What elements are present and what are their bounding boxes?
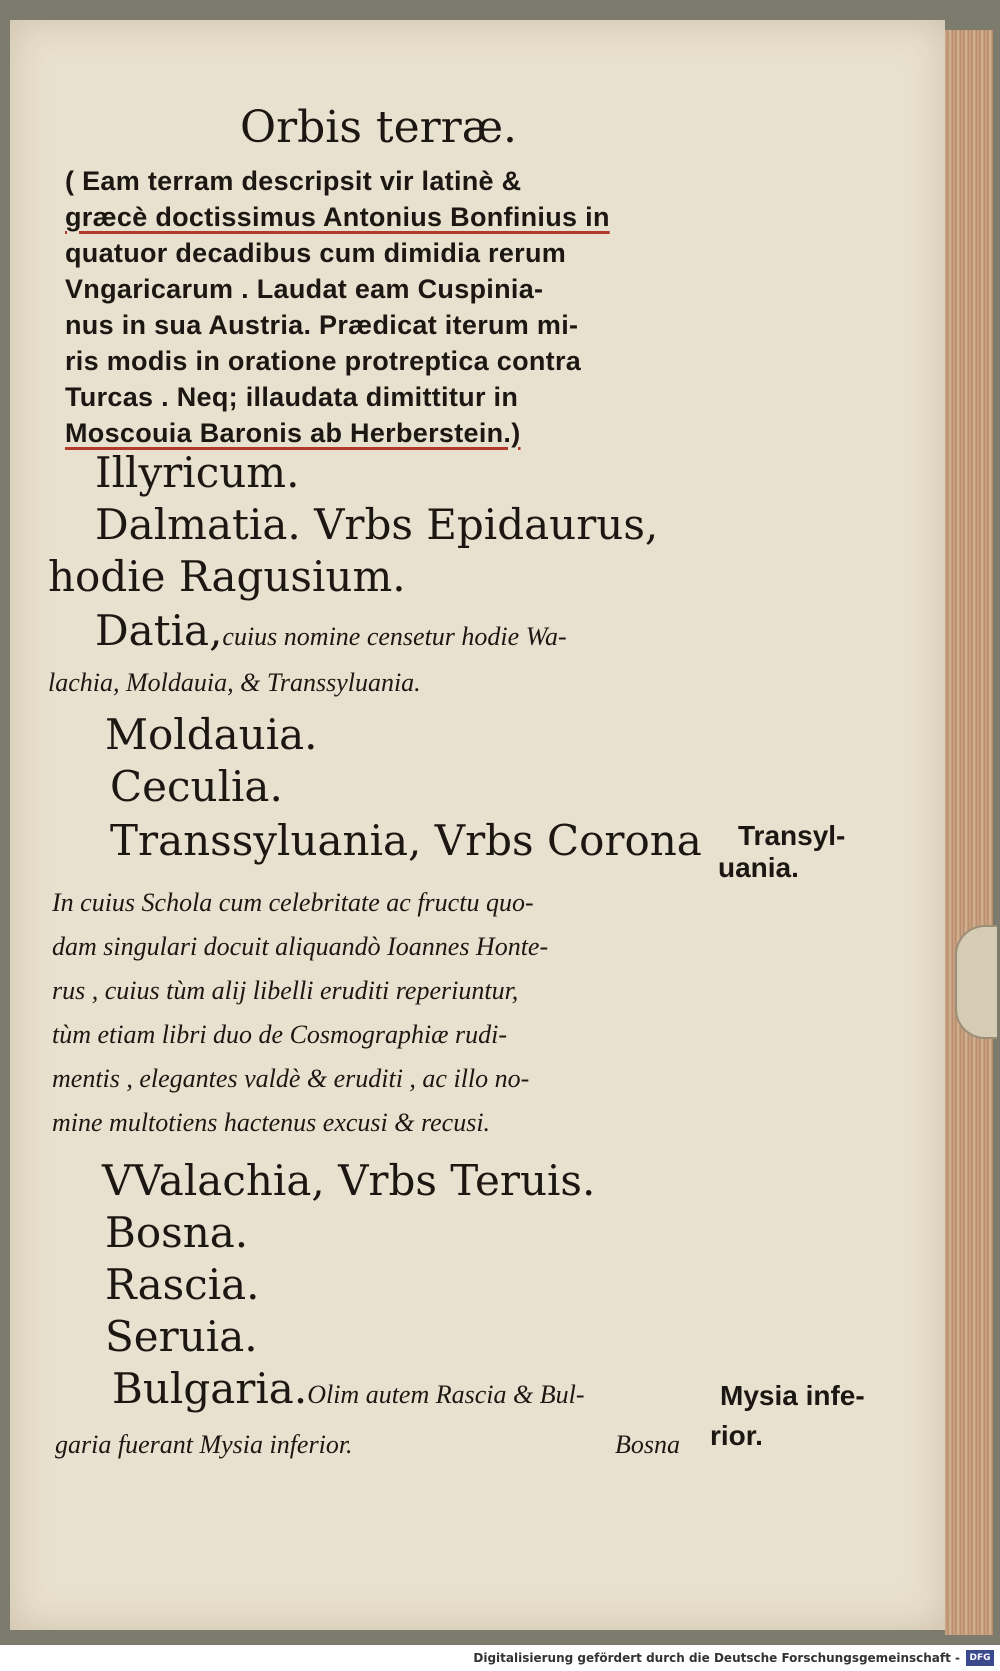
intro-line: ris modis in oratione protreptica contra (65, 346, 582, 376)
entry-illyricum: Illyricum. (95, 448, 300, 497)
intro-line: quatuor decadibus cum dimidia rerum (65, 238, 567, 268)
page-tab (955, 925, 997, 1039)
margin-note-transsyl-cont: uania. (718, 852, 799, 883)
intro-line: græcè doctissimus Antonius Bonfinius in (65, 202, 610, 232)
bulgaria-head: Bulgaria. (112, 1364, 308, 1413)
entry-datia (95, 606, 567, 655)
entry-bosna: Bosna. (105, 1208, 249, 1257)
page-title: Orbis terræ. (240, 102, 518, 153)
intro-line: ( Eam terram descripsit vir latinè & (65, 166, 522, 196)
corona-line: rus , cuius tùm alij libelli eruditi reperiuntur, (52, 976, 519, 1005)
entry-bulgaria (112, 1364, 584, 1413)
intro-line: Vngaricarum . Laudat eam Cuspinia- (65, 274, 544, 304)
footer-bar (0, 1647, 1000, 1671)
datia-text-cont: lachia, Moldauia, & Transsyluania. (48, 668, 421, 697)
entry-transsyluania: Transsyluania, Vrbs Corona (110, 816, 702, 865)
bulgaria-text: Olim autem Rascia & Bul- (307, 1380, 585, 1409)
corona-line: mine multotiens hactenus excusi & recusi. (52, 1108, 491, 1137)
page-edge (945, 30, 993, 1635)
entry-dalmatia: Dalmatia. Vrbs Epidaurus, (95, 500, 659, 549)
margin-note-transsyl: Transyl- (738, 820, 846, 851)
entry-seruia: Seruia. (105, 1312, 258, 1361)
entry-ceculia: Ceculia. (110, 762, 283, 811)
datia-text: cuius nomine censetur hodie Wa- (222, 622, 567, 651)
datia-head: Datia, (95, 606, 223, 655)
corona-line: mentis , elegantes valdè & eruditi , ac illo no- (52, 1064, 530, 1093)
margin-note-mysia: Mysia infe- (720, 1380, 865, 1411)
intro-line: Turcas . Neq; illaudata dimittitur in (65, 382, 519, 412)
entry-wvalachia: VValachia, Vrbs Teruis. (102, 1156, 596, 1205)
dfg-logo: DFG (966, 1650, 994, 1666)
bosna-inline: Bosna (615, 1430, 680, 1459)
entry-rascia: Rascia. (105, 1260, 260, 1309)
corona-line: tùm etiam libri duo de Cosmographiæ rudi- (52, 1020, 508, 1049)
corona-line: In cuius Schola cum celebritate ac fructu quo- (52, 888, 534, 917)
bulgaria-text-cont: garia fuerant Mysia inferior. (55, 1430, 353, 1459)
footer-credit: Digitalisierung gefördert durch die Deutsche Forschungsgemeinschaft - (473, 1651, 960, 1665)
entry-moldauia: Moldauia. (105, 710, 318, 759)
intro-line: Moscouia Baronis ab Herberstein.) (65, 418, 521, 448)
book-page (10, 20, 945, 1630)
margin-note-mysia-cont: rior. (710, 1420, 763, 1451)
intro-line: nus in sua Austria. Prædicat iterum mi- (65, 310, 579, 340)
entry-dalmatia-cont: hodie Ragusium. (48, 552, 406, 601)
corona-line: dam singulari docuit aliquandò Ioannes Honte- (52, 932, 549, 961)
